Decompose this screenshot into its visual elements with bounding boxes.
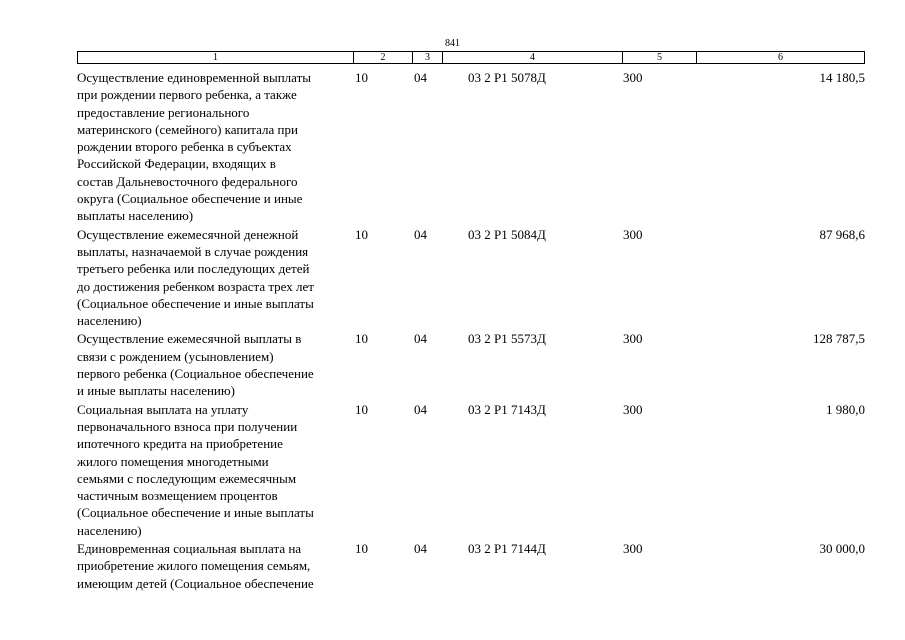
row-target-code: 03 2 P1 7143Д: [468, 401, 546, 417]
row-target-code: 03 2 P1 7144Д: [468, 541, 546, 557]
row-amount: 1 980,0: [826, 401, 865, 417]
row-expense-type-code: 300: [623, 541, 643, 557]
column-header-table: [77, 51, 865, 64]
page-number: 841: [445, 38, 460, 49]
row-target-code: 03 2 P1 5573Д: [468, 331, 546, 347]
row-subsection-code: 04: [414, 401, 427, 417]
row-section-code: 10: [355, 401, 368, 417]
row-subsection-code: 04: [414, 226, 427, 242]
row-name: Осуществление ежемесячной выплаты в связи с рождением (усыновлением) первого ребенка (Социальное обеспечение и иные выплаты населению): [77, 331, 314, 399]
table-row: [77, 226, 865, 330]
row-name: Единовременная социальная выплата на приобретение жилого помещения семьям, имеющим детей (Социальное обеспечение: [77, 541, 314, 591]
table-row: [77, 69, 865, 225]
row-name: Осуществление единовременной выплаты при рождении первого ребенка, а также предоставление регионального материнского (семейного) капитала при рождении второго ребенка в субъектах Российской Федерации, входящих в состав Дальневосточного федерального округа (Социальное обеспечение и иные выплаты населению): [77, 70, 312, 224]
table-row: [77, 540, 865, 592]
row-section-code: 10: [355, 70, 368, 85]
row-expense-type-code: 300: [623, 331, 643, 347]
row-subsection-code: 04: [414, 541, 427, 557]
row-amount: 87 968,6: [819, 226, 865, 242]
row-name: Социальная выплата на уплату первоначального взноса при получении ипотечного кредита на приобретение жилого помещения многодетными семьями с последующим ежемесячным частичным возмещением процентов (Социальное обеспечение и иные выплаты населению): [77, 401, 314, 538]
column-header-6: 6: [697, 52, 865, 64]
column-header-1: 1: [78, 52, 354, 64]
row-target-code: 03 2 P1 5078Д: [468, 70, 546, 85]
column-header-4: 4: [443, 52, 623, 64]
column-header-row: [78, 52, 865, 64]
column-header-3: 3: [413, 52, 443, 64]
row-section-code: 10: [355, 226, 368, 242]
row-subsection-code: 04: [414, 70, 427, 85]
row-amount: 14 180,5: [819, 70, 865, 85]
column-header-5: 5: [623, 52, 697, 64]
row-subsection-code: 04: [414, 331, 427, 347]
table-row: [77, 330, 865, 399]
row-amount: 30 000,0: [819, 541, 865, 557]
budget-rows: [77, 69, 865, 593]
column-header-2: 2: [354, 52, 413, 64]
row-target-code: 03 2 P1 5084Д: [468, 226, 546, 242]
row-amount: 128 787,5: [813, 331, 865, 347]
table-row: [77, 401, 865, 539]
row-expense-type-code: 300: [623, 401, 643, 417]
row-expense-type-code: 300: [623, 226, 643, 242]
row-section-code: 10: [355, 541, 368, 557]
row-section-code: 10: [355, 331, 368, 347]
row-name: Осуществление ежемесячной денежной выплаты, назначаемой в случае рождения третьего ребенка или последующих детей до достижения ребенком возраста трех лет (Социальное обеспечение и иные выплаты населению): [77, 226, 314, 329]
row-expense-type-code: 300: [623, 70, 643, 85]
